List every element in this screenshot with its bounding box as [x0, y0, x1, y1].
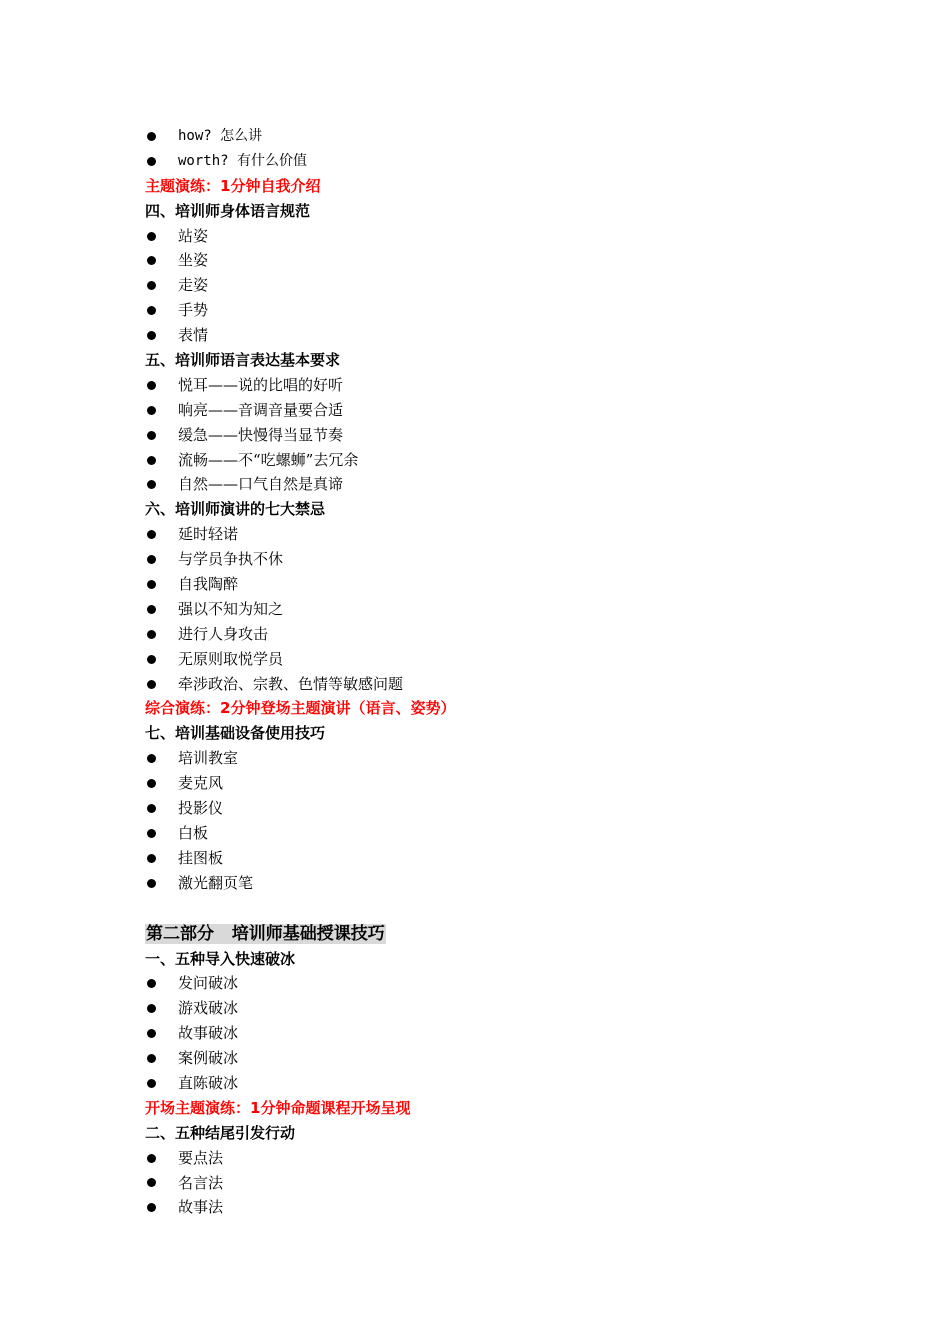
list-item-text: 站姿	[178, 226, 209, 245]
list-item	[145, 522, 845, 547]
bullet-dot-icon	[147, 232, 156, 241]
bullet-dot-icon	[147, 605, 156, 614]
list-item-text: 名言法	[178, 1173, 224, 1192]
list-item	[145, 746, 845, 771]
exercise-note: 开场主题演练：1分钟命题课程开场呈现	[145, 1098, 411, 1117]
bullet-dot-icon	[147, 1203, 156, 1212]
list-item	[145, 1021, 845, 1046]
bullet-dot-icon	[147, 680, 156, 689]
list-item	[145, 248, 845, 273]
list-item-text: 响亮——音调音量要合适	[178, 400, 344, 419]
list-item-text: 发问破冰	[178, 974, 239, 993]
list-item-text: 牵涉政治、宗教、色情等敏感问题	[178, 674, 404, 693]
bullet-dot-icon	[147, 331, 156, 340]
bullet-dot-icon	[147, 1079, 156, 1088]
list-item	[145, 124, 845, 149]
bullet-dot-icon	[147, 1054, 156, 1063]
list-item-text: 进行人身攻击	[178, 624, 269, 643]
list-item-text: 直陈破冰	[178, 1073, 239, 1092]
bullet-dot-icon	[147, 804, 156, 813]
bullet-dot-icon	[147, 879, 156, 888]
bullet-dot-icon	[147, 480, 156, 489]
list-item	[145, 971, 845, 996]
bullet-dot-icon	[147, 530, 156, 539]
part-title-text: 第二部分 培训师基础授课技巧	[146, 923, 385, 944]
bullet-dot-icon	[147, 1154, 156, 1163]
list-item	[145, 672, 845, 697]
list-item	[145, 846, 845, 871]
list-item	[145, 547, 845, 572]
list-item	[145, 273, 845, 298]
bullet-dot-icon	[147, 779, 156, 788]
list-item	[145, 996, 845, 1021]
bullet-dot-icon	[147, 157, 156, 166]
list-item	[145, 796, 845, 821]
list-item	[145, 448, 845, 473]
bullet-dot-icon	[147, 1004, 156, 1013]
bullet-dot-icon	[147, 431, 156, 440]
blank-line	[145, 896, 845, 921]
list-item	[145, 821, 845, 846]
list-item	[145, 224, 845, 249]
section-heading: 二、五种结尾引发行动	[145, 1123, 296, 1142]
list-item	[145, 871, 845, 896]
exercise-note: 综合演练：2分钟登场主题演讲（语言、姿势）	[145, 699, 456, 718]
bullet-dot-icon	[147, 256, 156, 265]
bullet-dot-icon	[147, 580, 156, 589]
list-item-text: 游戏破冰	[178, 999, 239, 1018]
list-item	[145, 1171, 845, 1196]
list-item-text: 强以不知为知之	[178, 599, 284, 618]
list-item	[145, 472, 845, 497]
list-item	[145, 1146, 845, 1171]
list-item	[145, 622, 845, 647]
list-item	[145, 149, 845, 174]
list-item-text: 激光翻页笔	[178, 873, 254, 892]
bullet-dot-icon	[147, 306, 156, 315]
list-item-text: 与学员争执不休	[178, 550, 284, 569]
list-item-text: 自我陶醉	[178, 575, 239, 594]
list-item-text: 故事破冰	[178, 1024, 239, 1043]
section-heading: 七、培训基础设备使用技巧	[145, 724, 326, 743]
bullet-dot-icon	[147, 854, 156, 863]
list-item-text: 流畅——不“吃螺蛳”去冗余	[178, 450, 359, 469]
list-item-text: 投影仪	[178, 799, 224, 818]
exercise-note: 主题演练：1分钟自我介绍	[145, 176, 321, 195]
list-item-text: 延时轻诺	[178, 525, 239, 544]
bullet-dot-icon	[147, 456, 156, 465]
list-item	[145, 323, 845, 348]
list-item-text: 自然——口气自然是真谛	[178, 475, 344, 494]
list-item	[145, 1195, 845, 1220]
section-heading: 六、培训师演讲的七大禁忌	[145, 500, 326, 519]
list-item-text: 故事法	[178, 1198, 224, 1217]
list-item-text: 缓急——快慢得当显节奏	[178, 425, 344, 444]
list-item	[145, 1071, 845, 1096]
list-item-text: 悦耳——说的比唱的好听	[178, 375, 344, 394]
bullet-dot-icon	[147, 829, 156, 838]
list-item-text: 无原则取悦学员	[178, 649, 284, 668]
bullet-dot-icon	[147, 381, 156, 390]
list-item-text: 走姿	[178, 276, 209, 295]
list-item-text: 案例破冰	[178, 1049, 239, 1068]
part-title	[145, 921, 845, 947]
list-item	[145, 572, 845, 597]
bullet-dot-icon	[147, 1178, 156, 1187]
bullet-dot-icon	[147, 281, 156, 290]
list-item-text: 坐姿	[178, 251, 209, 270]
list-item-text: 手势	[178, 301, 209, 320]
bullet-dot-icon	[147, 555, 156, 564]
section-heading: 一、五种导入快速破冰	[145, 949, 296, 968]
list-item-text: 要点法	[178, 1148, 224, 1167]
bullet-dot-icon	[147, 630, 156, 639]
list-item	[145, 771, 845, 796]
list-item-text: 培训教室	[178, 749, 239, 768]
bullet-dot-icon	[147, 132, 156, 141]
list-item	[145, 423, 845, 448]
document-body	[145, 124, 845, 1220]
section-heading: 四、培训师身体语言规范	[145, 201, 311, 220]
list-item-text: worth? 有什么价值	[178, 152, 308, 169]
list-item	[145, 373, 845, 398]
list-item-text: 白板	[178, 823, 209, 842]
list-item-text: 表情	[178, 326, 209, 345]
list-item-text: how? 怎么讲	[178, 128, 263, 144]
bullet-dot-icon	[147, 754, 156, 763]
list-item-text: 挂图板	[178, 848, 224, 867]
bullet-dot-icon	[147, 406, 156, 415]
list-item	[145, 647, 845, 672]
list-item	[145, 597, 845, 622]
list-item	[145, 1046, 845, 1071]
bullet-dot-icon	[147, 979, 156, 988]
list-item	[145, 298, 845, 323]
bullet-dot-icon	[147, 655, 156, 664]
bullet-dot-icon	[147, 1029, 156, 1038]
list-item-text: 麦克风	[178, 774, 224, 793]
list-item	[145, 398, 845, 423]
section-heading: 五、培训师语言表达基本要求	[145, 351, 341, 370]
